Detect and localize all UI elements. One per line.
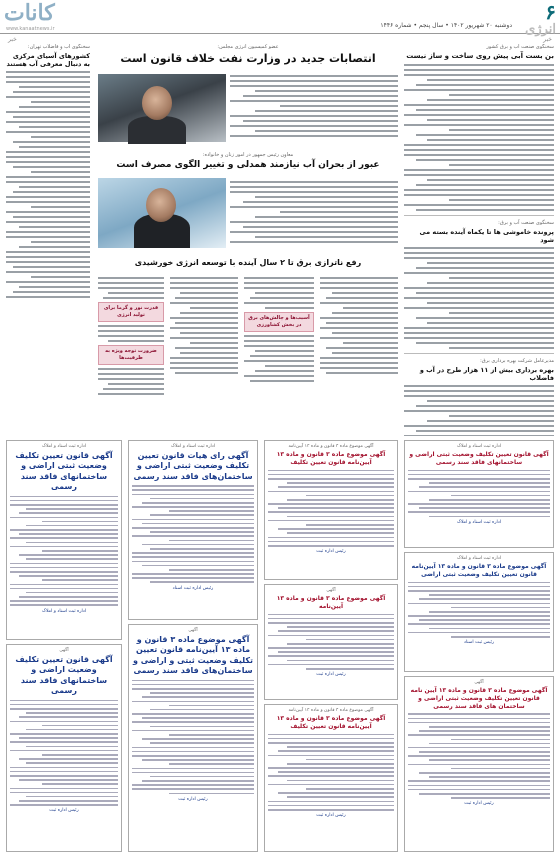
article-kicker: سخنگوی صنعت آب و برق: <box>498 219 554 226</box>
article-body <box>404 385 554 436</box>
article-body <box>6 71 90 298</box>
mid-headline: عبور از بحران آب نیازمند همدلی و تغییر الگوی مصرف است <box>116 160 380 170</box>
mid-article <box>98 152 398 250</box>
article-kicker: سخنگوی آب و فاضلاب تهران: <box>27 44 90 50</box>
article-right-3 <box>404 358 554 436</box>
section-tag-right: خبر <box>543 36 552 43</box>
low-article <box>98 258 398 434</box>
mid-kicker: معاون رئیس جمهور در امور زنان و خانواده: <box>202 152 294 158</box>
mid-body <box>230 178 398 246</box>
article-right-1 <box>404 44 554 211</box>
section-tag-left: خبر <box>8 36 17 43</box>
article-headline: پرونده خاموشی ها تا یکماه آینده بسته می شود <box>419 227 554 244</box>
brand-logo <box>4 0 78 34</box>
article-right-2 <box>404 220 554 349</box>
lead-headline: انتصابات جدید در وزارت نفت خلاف قانون است <box>120 52 376 65</box>
mid-photo <box>98 178 226 248</box>
legal-notice: اداره ثبت اسناد و املاک آگهی موضوع ماده ۳ قانون و ماده ۱۳ آیین‌نامه قانون تعیین تکلیف وضعیت ثبتی اراضی رئیس ثبت اسناد <box>404 552 554 672</box>
legal-notice: آگهی موضوع ماده ۳ قانون و ماده ۱۳ آیین‌نامه آگهی موضوع ماده ۳ قانون و ماده ۱۳ آیین‌نامه قانون تعیین تکلیف رئیس اداره ثبت <box>264 704 398 852</box>
legal-notice: آگهی آگهی قانون تعیین تکلیف وضعیت اراضی و ساختمانهای فاقد سند رسمی رئیس اداره ثبت <box>6 644 122 852</box>
article-headline: کشورهای آسیای مرکزی به دنبال معرفی آب هستند <box>6 52 90 69</box>
article-kicker: مدیرعامل شرکت بهره برداری برق: <box>480 358 554 364</box>
legal-notice: اداره ثبت اسناد و املاک آگهی قانون تعیین تکلیف وضعیت ثبتی اراضی و ساختمانهای فاقد سند رسمی اداره ثبت اسناد و املاک <box>6 440 122 640</box>
legal-notice: آگهی آگهی موضوع ماده ۳ قانون و ماده ۱۳ آیین نامه قانون تعیین تکلیف وضعیت ثبتی اراضی و ساختمان های فاقد سند رسمی رئیس اداره ثبت <box>404 676 554 852</box>
legal-notice: آگهی آگهی موضوع ماده ۳ قانون و ماده ۱۳ آیین‌نامه رئیس اداره ثبت <box>264 584 398 700</box>
left-column <box>6 44 90 310</box>
legal-notice: آگهی موضوع ماده ۳ قانون و ماده ۱۳ آیین‌نامه آگهی موضوع ماده ۳ قانون و ماده ۱۳ آیین‌نامه قانون تعیین تکلیف رئیس اداره ثبت <box>264 440 398 580</box>
article-body <box>404 64 554 211</box>
lead-body <box>230 72 398 140</box>
page-number-badge <box>514 0 556 37</box>
pink-callout: قدرت نور و گرما برای تولید انرژی <box>98 302 164 322</box>
article-headline: بهره برداری بیش از ۱۱ هزار طرح در آب و فاضلاب <box>419 366 554 383</box>
lead-kicker: عضو کمیسیون انرژی مجلس: <box>217 44 279 50</box>
section-name: انرژی <box>525 22 556 37</box>
pink-callout: آسیب‌ها و چالش‌های برق در بخش کشاورزی <box>244 312 314 332</box>
brand-word: کانات <box>4 0 55 26</box>
article-body <box>404 247 554 349</box>
page-number: ۶ <box>545 0 556 24</box>
pink-callout: ضرورت توجه ویژه به ظرفیت‌ها <box>98 345 164 365</box>
right-column <box>404 44 554 436</box>
dateline: دوشنبه ۲۰ شهریور ۱۴۰۲ • سال پنجم • شماره ۱۴۴۶ <box>380 22 512 29</box>
legal-notice: اداره ثبت اسناد و املاک آگهی رای هیات قانون تعیین تکلیف وضعیت ثبتی اراضی و ساختمان‌های فاقد سند رسمی رئیس اداره ثبت اسناد <box>128 440 258 620</box>
legal-notice: اداره ثبت اسناد و املاک آگهی قانون تعیین تکلیف وضعیت ثبتی اراضی و ساختمانهای فاقد سند رسمی اداره ثبت اسناد و املاک <box>404 440 554 548</box>
lead-article <box>98 44 398 144</box>
brand-url: www.kanaatnews.ir <box>6 26 55 32</box>
low-headline: رفع ناترازی برق تا ۲ سال آینده با توسعه انرژی خورشیدی <box>134 258 362 267</box>
article-kicker: سخنگوی صنعت آب و برق کشور <box>486 44 554 50</box>
article-headline: بن بست آبی پیش روی ساخت و ساز نیست <box>406 52 554 60</box>
legal-notice: آگهی آگهی موضوع ماده ۳ قانون و ماده ۱۳ آیین‌نامه قانون تعیین تکلیف وضعیت ثبتی و اراضی و ساختمان‌های فاقد سند رسمی رئیس اداره ثبت <box>128 624 258 852</box>
masthead <box>0 0 560 37</box>
lead-photo <box>98 74 226 142</box>
